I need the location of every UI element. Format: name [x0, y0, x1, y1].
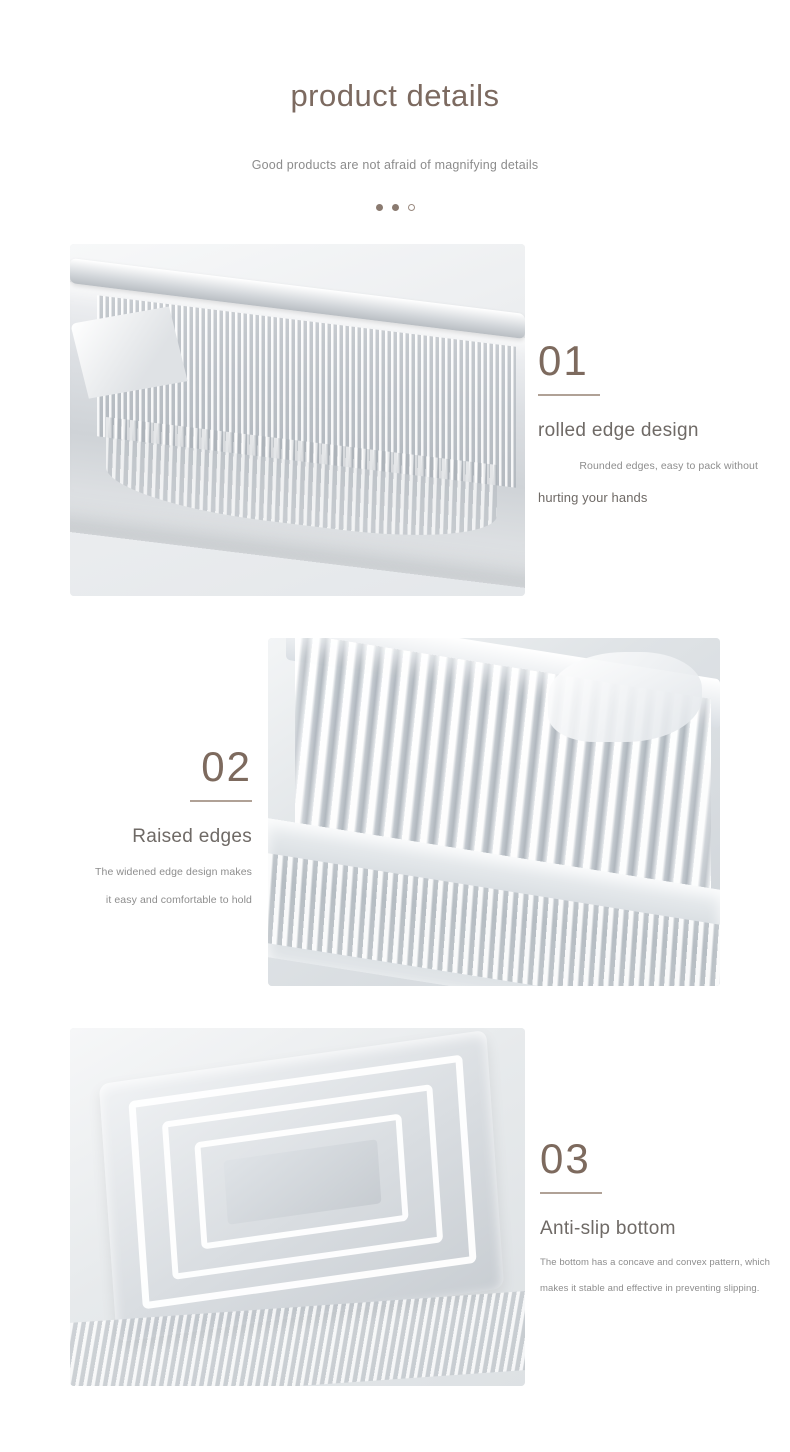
section-02-info: [40, 743, 252, 915]
divider: [190, 800, 252, 802]
decorative-dots: [0, 204, 790, 211]
section-03-desc-line2: makes it stable and effective in preventing slipping.: [540, 1282, 760, 1294]
section-03-info: [540, 1135, 770, 1301]
section-01-desc-line2: hurting your hands: [538, 490, 648, 506]
section-02-number: 02: [201, 743, 252, 790]
section-03-number: 03: [540, 1135, 591, 1182]
page-title: product details: [290, 78, 500, 113]
section-02-desc-line1: The widened edge design makes: [94, 866, 252, 878]
page-header: [0, 0, 790, 232]
section-01-number: 01: [538, 337, 589, 384]
section-03-heading: Anti-slip bottom: [540, 1218, 676, 1239]
section-01-heading: rolled edge design: [538, 420, 699, 441]
dot-icon: [392, 204, 399, 211]
section-01-info: [538, 337, 758, 515]
section-03-image: [70, 1028, 525, 1386]
section-02-image: [268, 638, 720, 986]
section-01: [0, 244, 790, 596]
section-01-image: [70, 244, 525, 596]
divider: [540, 1192, 602, 1194]
dot-icon: [376, 204, 383, 211]
section-03: [0, 1028, 790, 1386]
divider: [538, 394, 600, 396]
section-02-heading: Raised edges: [132, 826, 252, 847]
section-02-desc-line2: it easy and comfortable to hold: [105, 894, 252, 907]
section-02: [0, 638, 790, 986]
section-03-desc-line1: The bottom has a concave and convex pattern, which: [540, 1257, 770, 1268]
page-subtitle: Good products are not afraid of magnifying details: [251, 158, 539, 172]
dot-outline-icon: [408, 204, 415, 211]
section-01-desc-line1: Rounded edges, easy to pack without: [579, 460, 758, 472]
